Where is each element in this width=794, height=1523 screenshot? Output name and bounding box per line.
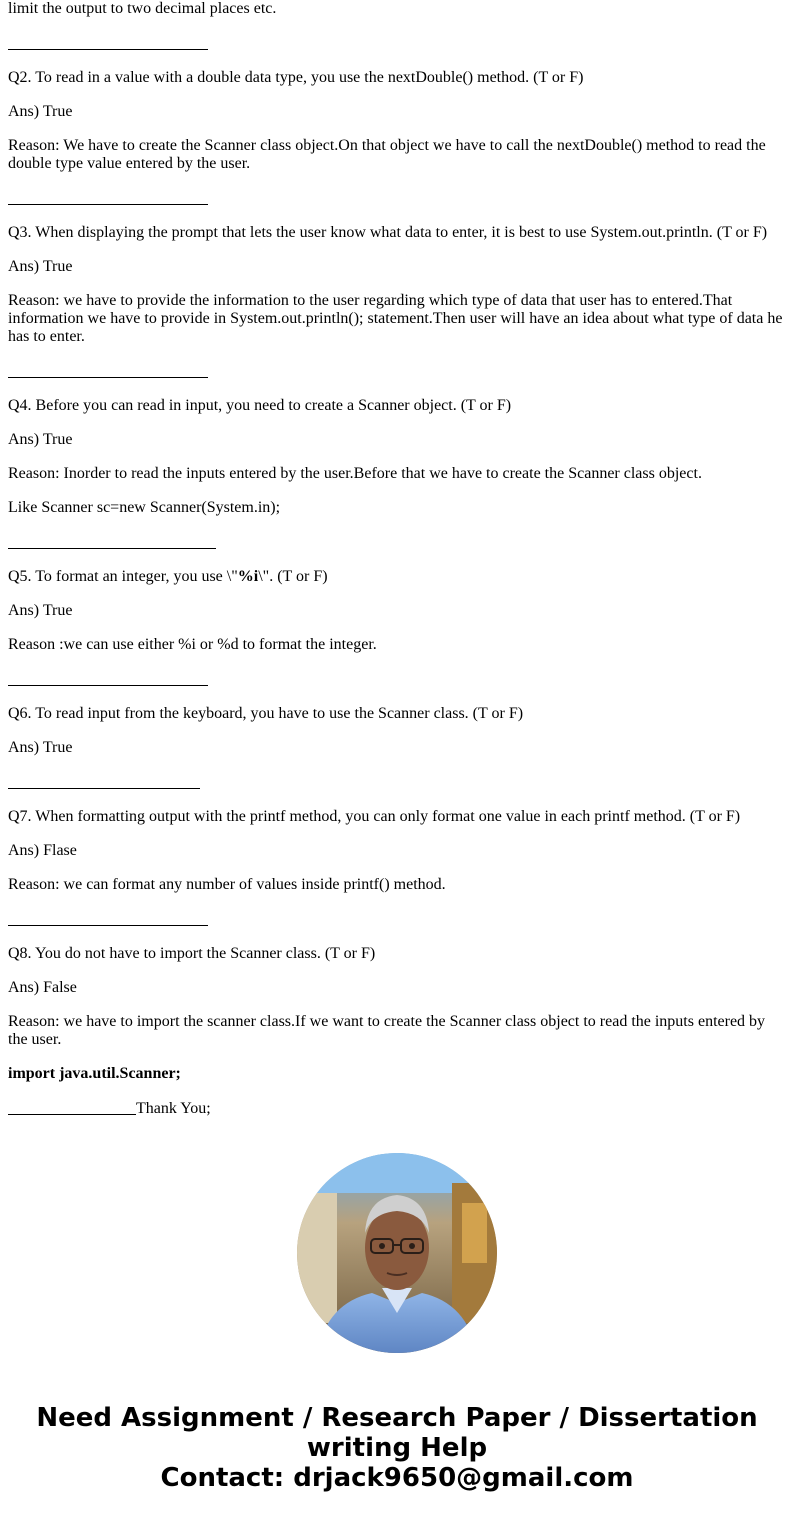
- contact-banner: [0, 1403, 794, 1493]
- cta-line-1: Need Assignment / Research Paper / Dissertation: [36, 1403, 758, 1433]
- separator: [8, 910, 786, 929]
- question-2: Q2. To read in a value with a double data type, you use the nextDouble() method. (T or F): [8, 69, 584, 86]
- closing-line: [8, 1099, 786, 1118]
- answer-2: Ans) True: [8, 103, 73, 120]
- question-5-prefix: Q5. To format an integer, you use \": [8, 568, 238, 585]
- reason-8: Reason: we have to import the scanner class.If we want to create the Scanner class object to read the inputs entered by the user.: [8, 1013, 766, 1048]
- answer-3: Ans) True: [8, 258, 73, 275]
- question-4: Q4. Before you can read in input, you need to create a Scanner object. (T or F): [8, 397, 512, 414]
- answer-8: Ans) False: [8, 979, 77, 996]
- reason-7: Reason: we can format any number of values inside printf() method.: [8, 876, 446, 893]
- separator: [8, 670, 786, 689]
- question-5-suffix: \". (T or F): [258, 568, 328, 585]
- separator: [8, 34, 786, 53]
- answer-4: Ans) True: [8, 431, 73, 448]
- separator: [8, 362, 786, 381]
- answer-7: Ans) Flase: [8, 842, 77, 859]
- reason-2: Reason: We have to create the Scanner class object.On that object we have to call the nextDouble() method to read the double type value entered by the user.: [8, 137, 766, 172]
- answer-document: [8, 0, 786, 1134]
- separator: [8, 189, 786, 208]
- cta-line-2: writing Help: [306, 1433, 488, 1463]
- reason-4: Reason: Inorder to read the inputs entered by the user.Before that we have to create the Scanner class object.: [8, 465, 702, 482]
- author-avatar: [297, 1153, 497, 1353]
- contact-email[interactable]: Contact: drjack9650@gmail.com: [160, 1463, 634, 1493]
- intro-tail: limit the output to two decimal places etc.: [8, 0, 277, 17]
- question-3: Q3. When displaying the prompt that lets the user know what data to enter, it is best to use System.out.println. (T or F): [8, 224, 768, 241]
- import-statement: import java.util.Scanner;: [8, 1065, 181, 1082]
- question-6: Q6. To read input from the keyboard, you have to use the Scanner class. (T or F): [8, 705, 524, 722]
- question-5: [8, 568, 786, 586]
- answer-5: Ans) True: [8, 602, 73, 619]
- question-8: Q8. You do not have to import the Scanner class. (T or F): [8, 945, 376, 962]
- reason-3: Reason: we have to provide the information to the user regarding which type of data that user has to entered.That information we have to provide in System.out.println(); statement.Then user will have an idea about what type of data he has to enter.: [8, 292, 783, 345]
- code-example-4: Like Scanner sc=new Scanner(System.in);: [8, 499, 281, 516]
- avatar-portrait-icon: [297, 1153, 497, 1353]
- question-5-format-spec: %i: [237, 568, 259, 585]
- thank-you-text: Thank You;: [136, 1100, 211, 1117]
- reason-5: Reason :we can use either %i or %d to format the integer.: [8, 636, 377, 653]
- separator: [8, 533, 786, 552]
- question-7: Q7. When formatting output with the printf method, you can only format one value in each printf method. (T or F): [8, 808, 741, 825]
- answer-6: Ans) True: [8, 739, 73, 756]
- separator: [8, 773, 786, 792]
